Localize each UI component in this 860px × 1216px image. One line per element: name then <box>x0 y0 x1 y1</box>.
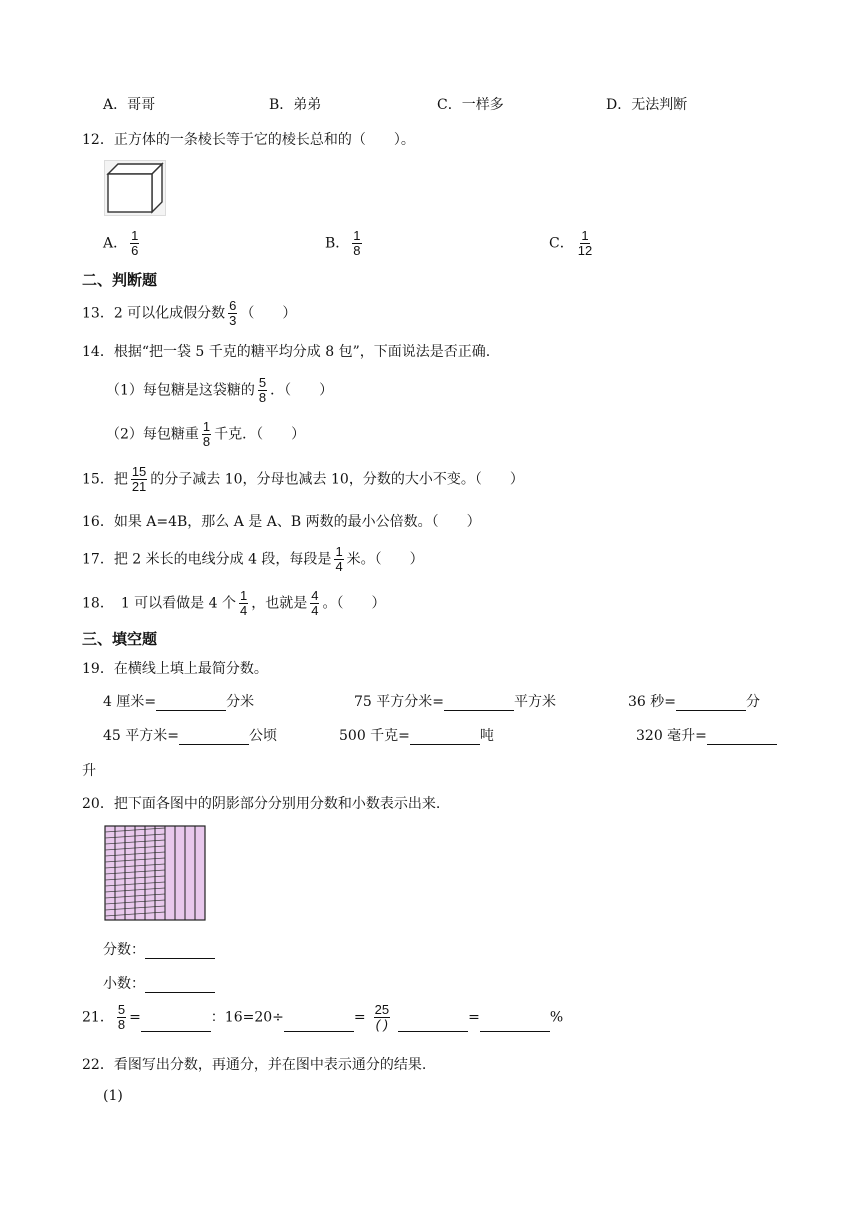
answer-blank[interactable] <box>179 730 249 745</box>
option-b: B．弟弟 <box>269 97 322 113</box>
q19-item-2: 75 平方分米= 平方米 <box>354 694 556 710</box>
q19-item-1: 4 厘米= 分米 <box>103 694 255 710</box>
q12-option-c: C． $\frac{1}{12}$ <box>549 228 593 258</box>
question-17: 17．把 2 米长的电线分成 4 段，每段是 $\frac{1}{4}$ 米。（ ） <box>82 544 424 574</box>
question-13: 13．2 可以化成假分数 $\frac{6}{3}$ （ ） <box>82 298 297 328</box>
answer-blank[interactable] <box>480 1017 550 1032</box>
q19-item-3: 36 秒= 分 <box>628 694 760 710</box>
answer-blank[interactable] <box>410 730 480 745</box>
answer-blank[interactable] <box>145 978 215 993</box>
shaded-grid-figure <box>104 825 206 921</box>
cube-figure <box>104 160 166 216</box>
answer-blank[interactable] <box>398 1017 468 1032</box>
option-a: A．哥哥 <box>103 97 156 113</box>
q19-item-5: 500 千克= 吨 <box>339 728 494 744</box>
question-21: 21． $\frac{5}{8}$ = ：16=20÷ = $\frac{25}{( )}$ = % <box>82 1002 564 1032</box>
question-20: 20．把下面各图中的阴影部分分别用分数和小数表示出来. <box>82 796 441 812</box>
section-heading-fill-in: 三、填空题 <box>82 631 158 648</box>
answer-blank[interactable] <box>444 696 514 711</box>
answer-blank[interactable] <box>707 730 777 745</box>
section-heading-judgement: 二、判断题 <box>82 272 158 289</box>
q20-decimal-answer: 小数： <box>103 973 215 993</box>
question-16: 16．如果 A=4B，那么 A 是 A、B 两数的最小公倍数。（ ） <box>82 514 481 530</box>
question-22-part-1: (1) <box>103 1088 123 1104</box>
answer-blank[interactable] <box>156 696 226 711</box>
question-14-statement-1: （1）每包糖是这袋糖的 $\frac{5}{8}$ ．（ ） <box>106 375 334 405</box>
question-14: 14．根据“把一袋 5 千克的糖平均分成 8 包”，下面说法是否正确. <box>82 344 491 360</box>
answer-blank[interactable] <box>284 1017 354 1032</box>
question-22: 22．看图写出分数，再通分，并在图中表示通分的结果. <box>82 1057 427 1073</box>
option-c: C．一样多 <box>437 97 504 113</box>
answer-blank[interactable] <box>145 944 215 959</box>
q12-option-b: B． $\frac{1}{8}$ <box>325 228 361 258</box>
question-15: 15．把 $\frac{15}{21}$ 的分子减去 10，分母也减去 10，分数的大小不变。（ ） <box>82 464 524 494</box>
q12-option-a: A． $\frac{1}{6}$ <box>103 228 139 258</box>
answer-blank[interactable] <box>141 1017 211 1032</box>
question-12: 12．正方体的一条棱长等于它的棱长总和的（ ）。 <box>82 132 415 148</box>
question-19: 19．在横线上填上最简分数。 <box>82 661 268 677</box>
option-d: D．无法判断 <box>606 97 688 113</box>
q19-item-4: 45 平方米= 公顷 <box>103 728 277 744</box>
q19-item-6: 320 毫升= <box>636 725 777 745</box>
q19-wrap-unit: 升 <box>82 763 96 779</box>
question-18: 18． 1 可以看做是 4 个 $\frac{1}{4}$ ，也就是 $\frac{4}{4}$ 。（ ） <box>82 588 386 618</box>
question-14-statement-2: （2）每包糖重 $\frac{1}{8}$ 千克．（ ） <box>106 419 306 449</box>
q20-fraction-answer: 分数： <box>103 939 215 959</box>
answer-blank[interactable] <box>676 696 746 711</box>
